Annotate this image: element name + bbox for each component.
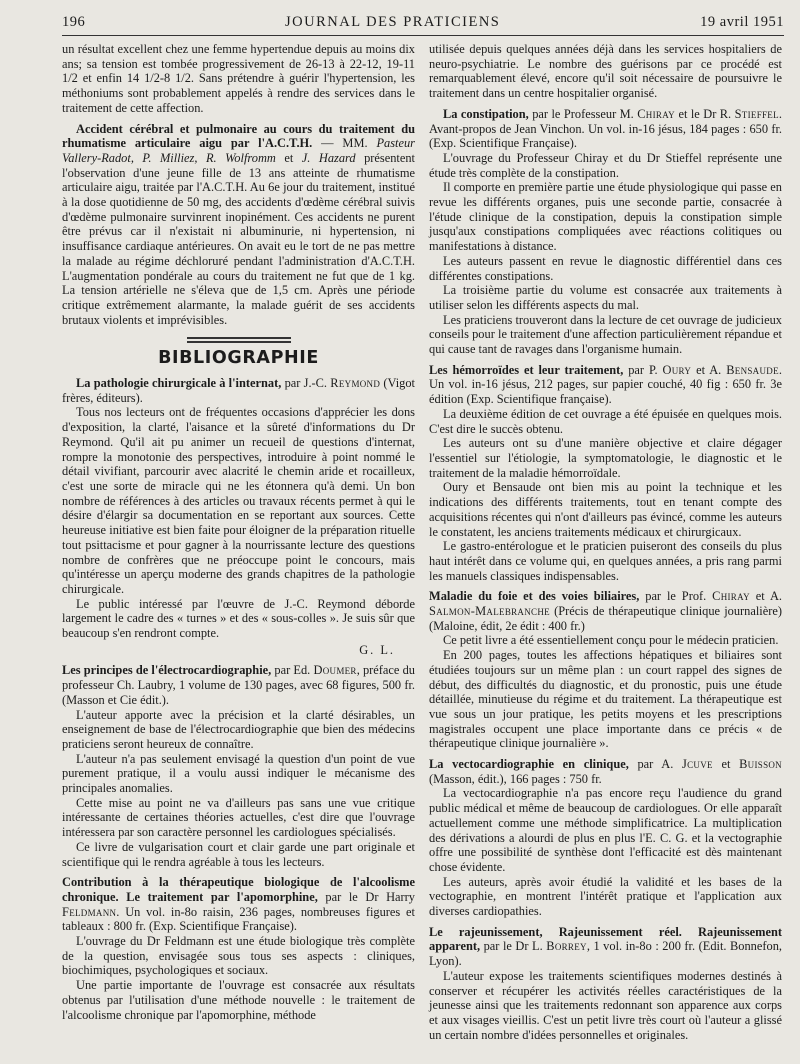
review-paragraph: Oury et Bensaude ont bien mis au point la technique et les indications des différents traitements, tout en tenant compte des acquisitions récentes qui n'ont d'ailleurs pas évincé, comme les auteurs le constatent, les anciens traitements médicaux et chirurgicaux. <box>429 480 782 539</box>
authors-main: Pasteur Vallery-Radot, P. Milliez, R. Wolfromm <box>62 136 415 165</box>
review-paragraph: Il comporte en première partie une étude physiologique qui passe en revue les différents organes, puis une seconde partie, consacrée à l'étude clinique de la constipation, depuis la constipation simple jusqu'aux constipations compliquées avec réactions colitiques ou manifestations à distance. <box>429 180 782 254</box>
review-paragraph: La deuxième édition de cet ouvrage a été épuisée en quelques mois. C'est dire le succès obtenu. <box>429 406 782 436</box>
review-author: Doumer <box>313 663 357 678</box>
review-paragraph: Les praticiens trouveront dans la lecture de cet ouvrage de judicieux conseils pour le traitement d'une affection particulièrement répandue et qui cause tant de ravages dans l'organisme humain. <box>429 312 782 357</box>
review-author: Chiray <box>712 589 750 604</box>
running-head <box>62 14 784 36</box>
review-by: par P. <box>623 362 663 377</box>
review-title: La pathologie chirurgicale à l'internat, <box>76 376 282 391</box>
review-electro-heading <box>62 663 415 707</box>
review-title: Les principes de l'électrocardiographie, <box>62 663 272 678</box>
review-pathologie-heading <box>62 376 415 405</box>
review-paragraph: Le public intéressé par l'œuvre de J.-C. Reymond déborde largement le cadre des « turnes » et des « sous-colles ». Je suis sûr que beaucoup s'en rendront compte. <box>62 596 415 641</box>
review-paragraph: Les auteurs ont su d'une manière objective et claire dégager l'essentiel sur l'étiologie, la symptomatologie, le diagnostic et le traitement de la maladie hémorroïdale. <box>429 436 782 480</box>
review-signature: G. L. <box>359 642 395 657</box>
left-column <box>62 42 415 1042</box>
review-by: par le Professeur M. <box>528 106 638 121</box>
columns <box>62 42 784 1042</box>
review-author: Bensaude <box>726 362 779 377</box>
review-foie <box>429 589 782 751</box>
review-author: Buisson <box>739 757 782 772</box>
review-and: et le Dr R. <box>674 106 735 121</box>
review-electro <box>62 663 415 869</box>
review-constipation <box>429 107 782 357</box>
review-foie-heading <box>429 589 782 633</box>
review-paragraph: Tous nos lecteurs ont de fréquentes occasions d'apprécier les dons d'exposition, la clarté, l'aisance et la sûreté d'informations du Dr Reymond. Qu'il ait pu animer un recueil de questions d'internat, rompre la monotonie des perspectives, introduire à point nommé le détail vivifiant, parcourir avec alacrité le chemin aride et rocailleux, c'est une sorte de miracle qui ne les étonnera qu'à demi. Un bon nombre de références à des articles ou travaux récents permet à qui le désire d'élargir sa documentation en se reportant aux sources. Cette heureuse initiative est bien faite pour éloigner de la préparation rituelle tout psittacisme et pour gagner à la nourrissante lecture des questions nombre de confrères que ne préoccupe point le concours, mais qu'intéresse un aperçu moderne des grands chapitres de la pathologie chirurgicale. <box>62 405 415 596</box>
review-by: par J.-C. <box>281 376 331 391</box>
review-hemorroides <box>429 363 782 584</box>
review-title: La constipation, <box>443 106 529 121</box>
authors-prefix: — MM. <box>312 136 377 151</box>
review-title: La vectocardiographie en clinique, <box>429 757 629 772</box>
review-paragraph: Une partie importante de l'ouvrage est consacrée aux résultats obtenus par l'utilisation d'une méthode nouvelle : le traitement de l'alcoolisme chronique par l'apomorphine, méthode <box>62 978 415 1022</box>
journal-title: JOURNAL DES PRATICIENS <box>285 14 501 30</box>
right-column <box>429 42 782 1042</box>
review-pub: . Un vol. in-8o raisin, 236 pages, nombreuses figures et tableaux : 800 fr. (Exp. Scientifique Française). <box>62 904 415 934</box>
article-accident-title: Accident cérébral et pulmonaire au cours du traitement du rhumatisme articulaire aigu par l'A.C.T.H. <box>62 121 415 151</box>
review-pub: (Vigot frères, éditeurs). <box>62 376 415 405</box>
review-paragraph: Ce livre de vulgarisation court et clair garde une part originale et scientifique qui le rendra agréable à tous les lecteurs. <box>62 839 415 869</box>
article-accident <box>62 122 415 328</box>
authors-et: et <box>275 150 302 165</box>
review-by: par le Prof. <box>639 589 713 604</box>
review-pub: (Masson, édit.), 166 pages : 750 fr. <box>429 771 602 786</box>
review-author: Oury <box>662 362 692 377</box>
review-paragraph: Les auteurs, après avoir étudié la validité et les bases de la vectographie, en montrent l'intérêt pratique et l'application aux diverses cardiopathies. <box>429 874 782 919</box>
review-author: Chiray <box>637 106 675 121</box>
review-author: Borrey <box>546 939 587 954</box>
review-author: Salmon-Malebranche <box>429 604 550 619</box>
paragraph-continued: utilisée depuis quelques années déjà dans les services hospitaliers de neuro-psychiatrie. Le nombre des guérisons par ce procédé est remarquablement élevé, encore qu'il soit nécessaire de poursuivre le traitement dans un centre hospitalier organisé. <box>429 42 782 101</box>
review-author: Reymond <box>330 376 381 391</box>
review-title: Contribution à la thérapeutique biologique de l'alcoolisme chronique. Le traitement par l'apomorphine, <box>62 875 415 904</box>
review-hemorroides-heading <box>429 363 782 407</box>
article-accident-text <box>62 122 415 328</box>
review-author: Jcuve <box>682 757 713 772</box>
article-accident-body: présentent l'observation d'une jeune fille de 13 ans atteinte de rhumatisme articulaire aigu, traitée par l'A.C.T.H. Au 6e jour du traitement, institué à la dose quotidienne de 50 mg, des accidents d'œdème cérébral suivis d'œdème pulmonaire survinrent inopinément. Ces accidents ne purent être prévus car il n'existait ni albuminurie, ni hypertension, ni insuffisance cardiaque antérieures. On avait eu le tort de ne pas mettre la malade au régime déchloruré pendant l'administration d'A.C.T.H. L'augmentation pondérale au cours du traitement ne fut que de 1 kg. La tension artérielle ne s'éleva que de 1,5 cm. Après une période critique extrêmement alarmante, la malade guérit de ses accidents brutaux violents et imprévisibles. <box>62 150 416 327</box>
review-paragraph: Les auteurs passent en revue le diagnostic différentiel dans ces différentes constipations. <box>429 253 782 283</box>
review-pub: . Avant-propos de Jean Vinchon. Un vol. in-16 jésus, 184 pages : 650 fr. (Exp. Scientifique Française). <box>429 106 783 151</box>
review-and: et <box>712 757 740 772</box>
review-title: Maladie du foie et des voies biliaires, <box>429 589 640 604</box>
review-title: Le rajeunissement, Rajeunissement réel. Rajeunissement apparent, <box>429 924 782 954</box>
review-by: par A. <box>628 757 682 772</box>
review-paragraph: L'ouvrage du Professeur Chiray et du Dr Stieffel représente une étude très complète de la constipation. <box>429 150 782 180</box>
section-divider <box>187 337 291 343</box>
review-paragraph: L'ouvrage du Dr Feldmann est une étude biologique très complète de la question, envisagée sous tous ses aspects : cliniques, biochimiques, psychologiques et sociaux. <box>62 934 415 978</box>
review-pathologie <box>62 376 415 657</box>
review-pub: (Précis de thérapeutique clinique journalière) (Maloine, édit, 2e édit : 400 fr.) <box>429 604 782 633</box>
review-paragraph: En 200 pages, toutes les affections hépatiques et biliaires sont étudiées toujours sur un même plan : un court rappel des signes de début, des difficultés du diagnostic, et du pronostic, puis une étude détaillée, minutieuse du régime et du traitement. La thérapeutique est vue sous un jour pratique, les petits moyens et les prescriptions magistrales occupent une place importante dans ce précis « de thérapeutique clinique journalière ». <box>429 648 782 751</box>
review-and: et A. <box>749 589 782 604</box>
review-paragraph: L'auteur apporte avec la précision et la clarté désirables, un enseignement de base de l'électrocardiographie que bien des médecins praticiens seront heureux de connaître. <box>62 707 415 751</box>
review-pub: . Un vol. in-16 jésus, 212 pages, sur papier couché, 40 fig : 650 fr. 3e édition (Exp. Scientifique française). <box>429 362 782 407</box>
review-by: par le Dr L. <box>480 939 547 954</box>
issue-date: 19 avril 1951 <box>700 14 784 30</box>
review-rajeunissement-heading <box>429 925 782 969</box>
review-vecto-heading <box>429 757 782 786</box>
review-paragraph: Cette mise au point ne va d'ailleurs pas sans une vue critique intéressante de certaines théories actuelles, c'est dire que l'ouvrage intéressera par son caractère personnel les cardiologues spécialisés. <box>62 795 415 840</box>
review-paragraph: Le gastro-entérologue et le praticien puiseront des conseils du plus haut intérêt dans ce volume qui, en quelques années, a pris rang parmi les manuels classiques indispensables. <box>429 539 782 583</box>
review-alcoolisme-heading <box>62 875 415 934</box>
review-pub: , 1 vol. in-8o : 200 fr. (Edit. Bonnefon, Lyon). <box>429 939 782 969</box>
review-paragraph: L'auteur expose les traitements scientifiques modernes destinés à conserver et récupérer les activités réelles caractéristiques de la jeunesse ainsi que les traitements redonnant son apparence aux corps et aux visages vieillis. C'est un petit livre très court où l'auteur a glissé un certain nombre d'idées personnelles et originales. <box>429 968 782 1042</box>
review-vecto <box>429 757 782 919</box>
review-alcoolisme <box>62 875 415 1022</box>
review-paragraph: Ce petit livre a été essentiellement conçu pour le médecin praticien. <box>443 633 779 648</box>
review-pub: , préface du professeur Ch. Laubry, 1 volume de 130 pages, avec 68 figures, 500 fr. (Masson et Cie édit.). <box>62 663 416 707</box>
review-paragraph: La vectocardiographie n'a pas encore reçu l'audience du grand public médical et même de beaucoup de cardiologues. Or elle apparaît actuellement comme une méthode simplificatrice. La multiplication des dérivations a alourdi de plus en plus l'E. C. G. et la vectographie offre une possibilité de synthèse dont l'efficacité est dès maintenant chose évidente. <box>429 786 782 874</box>
review-rajeunissement <box>429 925 782 1043</box>
review-paragraph: La troisième partie du volume est consacrée aux traitements à utiliser selon les différents aspects du mal. <box>429 283 782 312</box>
review-paragraph: L'auteur n'a pas seulement envisagé la question d'un point de vue purement pratique, il a voulu aussi indiquer le mécanisme des principales anomalies. <box>62 751 415 796</box>
review-by: par Ed. <box>271 663 314 678</box>
review-title: Les hémorroïdes et leur traitement, <box>429 362 624 377</box>
review-constipation-heading <box>429 107 782 151</box>
page-number: 196 <box>62 14 86 30</box>
authors-last: J. Hazard <box>301 150 356 165</box>
review-author: Feldmann <box>62 904 117 919</box>
review-and: et A. <box>691 362 727 377</box>
section-title: BIBLIOGRAPHIE <box>158 348 319 369</box>
review-author: Stieffel <box>734 106 779 121</box>
review-by: par le Dr Harry <box>317 889 415 904</box>
paragraph-intro: un résultat excellent chez une femme hypertendue depuis au moins dix ans; sa tension est tombée progressivement de 26-13 à 22-12, 19-11 1/2 et enfin 14 1/2-8 1/2. Sans prétendre à guérir l'hypertension, les méthoniums sont probablement appelés à rendre des services dans le traitement de cette affection. <box>62 42 415 115</box>
